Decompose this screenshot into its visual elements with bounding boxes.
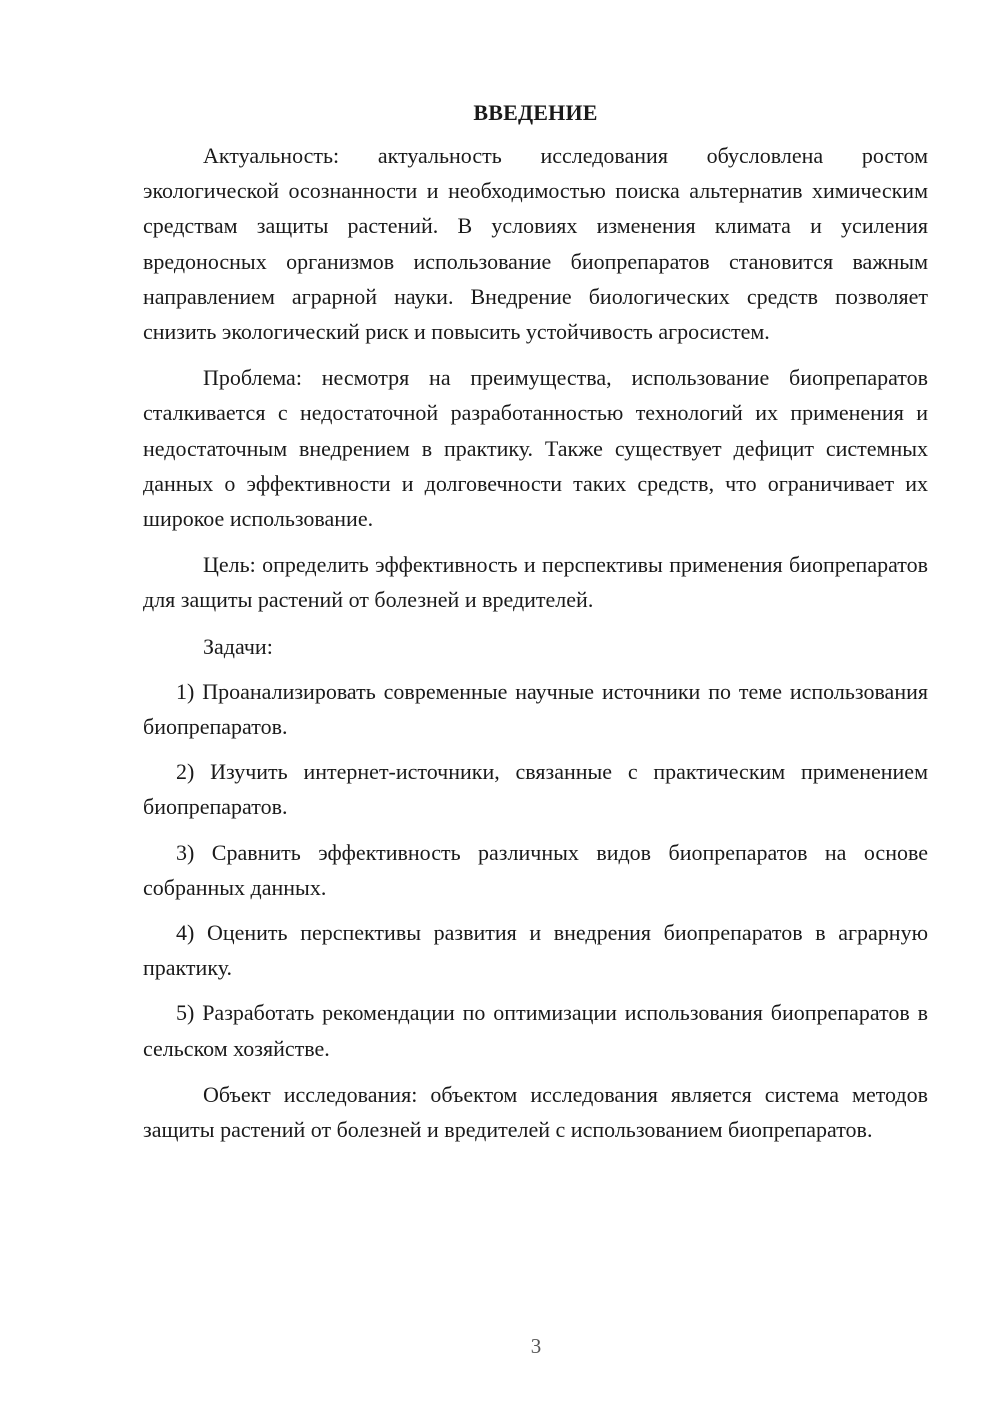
object-paragraph: Объект исследования: объектом исследования является система методов защиты растений от болезней и вредителей с использованием биопрепаратов. — [143, 1081, 928, 1143]
relevance-paragraph: Актуальность: актуальность исследования обусловлена ростом экологической осознанности и необходимостью поиска альтернатив химическим средствам защиты растений. В условиях изменения климата и усиления вредоносных организмов использование биопрепаратов становится важным направлением аграрной науки. Внедрение биологических средств позволяет снизить экологический риск и повысить устойчивость агросистем. — [143, 143, 928, 345]
problem-paragraph: Проблема: несмотря на преимущества, использование биопрепаратов сталкивается с недостаточной разработанностью технологий их применения и недостаточным внедрением в практику. Также существует дефицит системных данных о эффективности и долговечности таких средств, что ограничивает их широкое использование. — [143, 365, 928, 532]
task-item-1: 1) Проанализировать современные научные источники по теме использования биопрепаратов. — [143, 678, 928, 740]
task-item-2: 2) Изучить интернет-источники, связанные с практическим применением биопрепаратов. — [143, 759, 928, 820]
goal-paragraph: Цель: определить эффективность и перспективы применения биопрепаратов для защиты растений от болезней и вредителей. — [143, 552, 928, 613]
task-item-3: 3) Сравнить эффективность различных видов биопрепаратов на основе собранных данных. — [143, 839, 928, 900]
tasks-heading: Задачи: — [203, 633, 273, 659]
task-item-5: 5) Разработать рекомендации по оптимизации использования биопрепаратов в сельском хозяйстве. — [143, 1000, 928, 1061]
task-item-4: 4) Оценить перспективы развития и внедрения биопрепаратов в аграрную практику. — [143, 920, 928, 981]
page-content — [143, 95, 928, 1147]
page-number: 3 — [530, 1334, 542, 1358]
section-heading: ВВЕДЕНИЕ — [473, 100, 598, 125]
